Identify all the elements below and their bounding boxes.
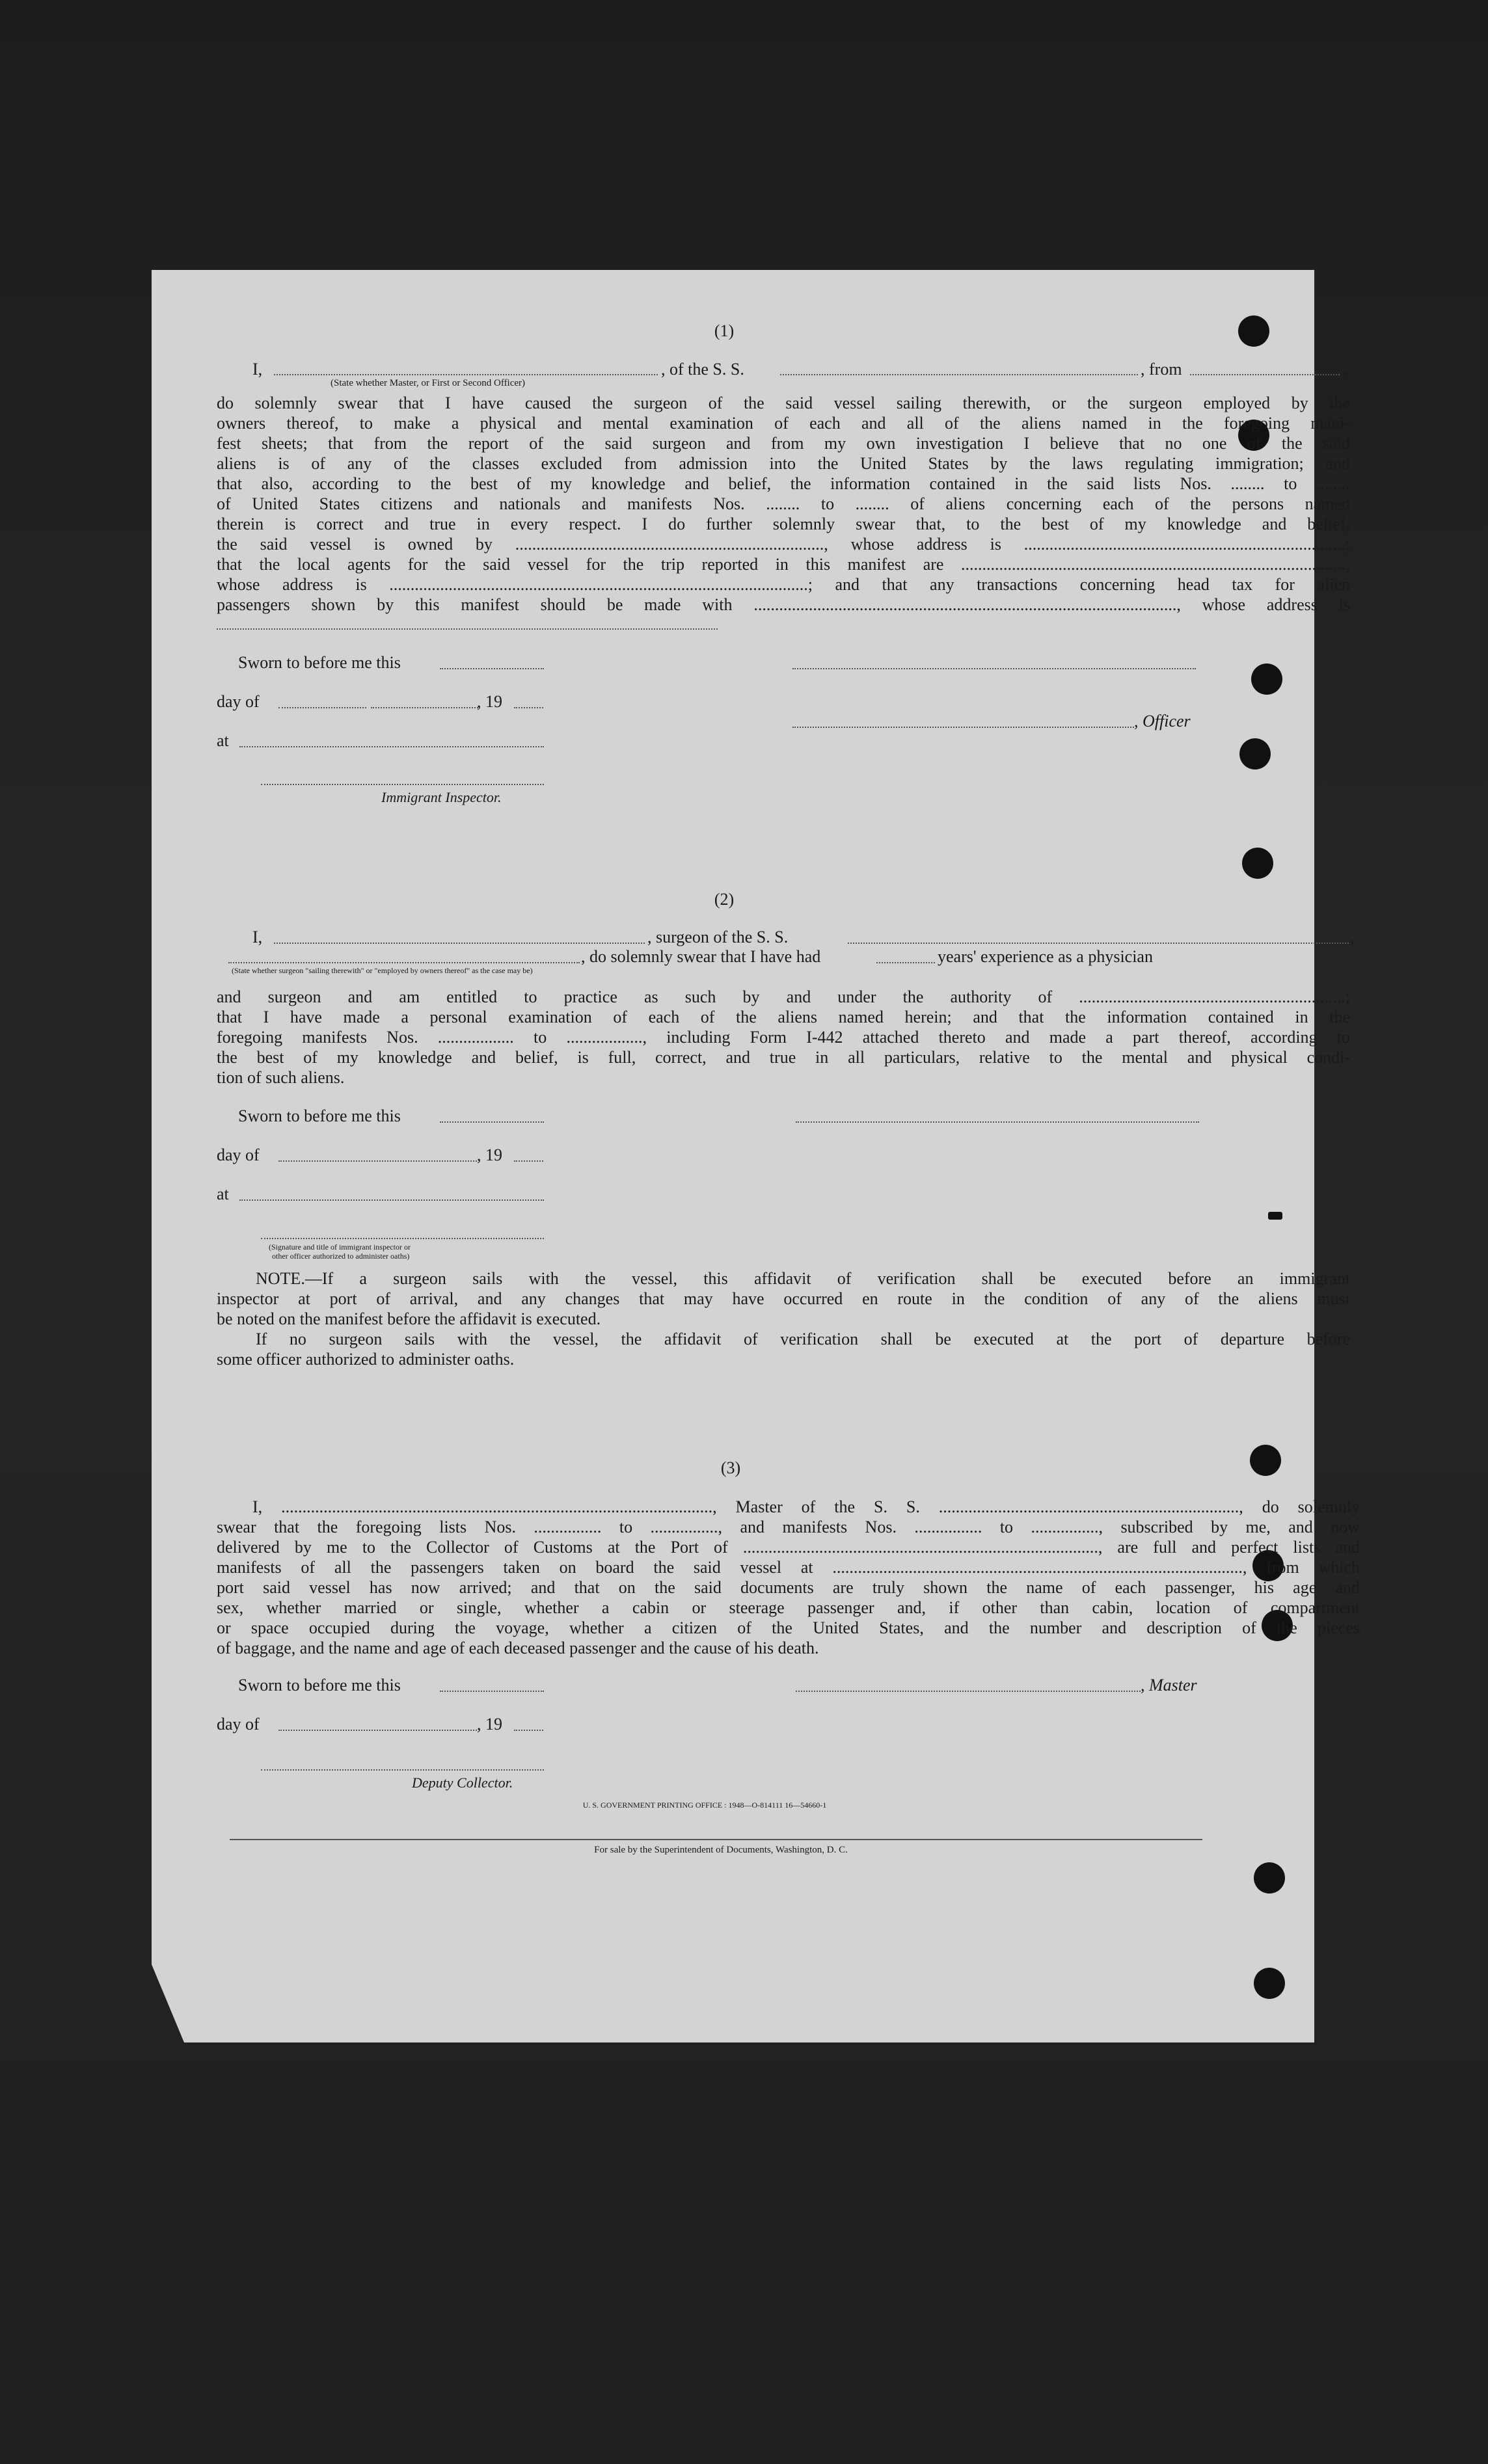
binder-hole: [1254, 1968, 1285, 1999]
day-of-label: day of: [217, 1145, 260, 1164]
note-line: inspector at port of arrival, and any changes that may have occurred en route in the condition of any of the aliens must: [217, 1289, 1350, 1308]
sworn-date-field[interactable]: [440, 668, 544, 669]
line-end-comma: ,: [1342, 360, 1347, 379]
year-label: , 19: [477, 1145, 502, 1164]
oath-line: I, ......................................................................................................, Master of the S. S. ......................................................................., do solemnly: [252, 1497, 1360, 1516]
at-place-field[interactable]: [239, 1199, 544, 1201]
section2-number: (2): [714, 890, 735, 909]
signature-hint-line2: other officer authorized to administer oaths): [272, 1252, 410, 1261]
officer-title-field[interactable]: [792, 727, 1134, 728]
at-label: at: [217, 731, 229, 750]
month-field[interactable]: [371, 707, 478, 708]
oath-line: port said vessel has now arrived; and that on the said documents are truly shown the name of each passenger, his age and: [217, 1578, 1360, 1597]
inspector-signature-field[interactable]: [261, 784, 544, 785]
binder-hole: [1242, 848, 1273, 879]
section3-number: (3): [720, 1458, 741, 1477]
day-of-label: day of: [217, 1715, 260, 1734]
surgeon-ship-field[interactable]: [848, 943, 1349, 944]
deputy-collector-label: Deputy Collector.: [412, 1774, 513, 1791]
sworn-date-field[interactable]: [440, 1691, 544, 1692]
oath-line: aliens is of any of the classes excluded from admission into the United States by the laws regulating immigration; and: [217, 454, 1350, 473]
master-label: , Master: [1141, 1676, 1197, 1694]
oath-line: that I have made a personal examination of each of the aliens named herein; and that the information contained in the: [217, 1008, 1350, 1026]
section2-i-label: I,: [252, 928, 263, 946]
surgeon-status-field[interactable]: [228, 962, 580, 963]
binder-hole: [1250, 1445, 1281, 1476]
years-experience-label: years' experience as a physician: [938, 947, 1153, 966]
page-corner-fold: [152, 1964, 184, 2042]
surgeon-signature-field[interactable]: [796, 1121, 1199, 1123]
note-line: some officer authorized to administer oaths.: [217, 1350, 515, 1369]
oath-line: that also, according to the best of my knowledge and belief, the information contained in the said lists Nos. ........ to ........: [217, 474, 1350, 493]
day-field[interactable]: [278, 707, 366, 708]
surgeon-of-ss-label: , surgeon of the S. S.: [647, 928, 789, 946]
section1-oath-text: [217, 393, 1350, 615]
oath-line: fest sheets; that from the report of the said surgeon and from my own investigation I believe that no one of the said: [217, 434, 1350, 453]
agent-address-field[interactable]: [217, 628, 718, 630]
oath-line: delivered by me to the Collector of Customs at the Port of ...................................................................................., are full and perfect lists and: [217, 1538, 1360, 1557]
year-label: , 19: [477, 692, 502, 711]
oath-line: therein is correct and true in every respect. I do further solemnly swear that, to the best of my knowledge and belief,: [217, 515, 1350, 533]
oath-line: and surgeon and am entitled to practice as such by and under the authority of ...............................................................;: [217, 987, 1350, 1006]
note-line: be noted on the manifest before the affidavit is executed.: [217, 1309, 601, 1328]
immigrant-inspector-label: Immigrant Inspector.: [381, 789, 502, 805]
scan-lower-margin: [0, 2062, 1488, 2464]
sworn-date-field[interactable]: [440, 1121, 544, 1123]
section1-i-label: I,: [252, 360, 263, 379]
oath-line: swear that the foregoing lists Nos. ................ to ................, and manifests Nos. ................ to ................, subscribed by me, and now: [217, 1518, 1360, 1536]
oath-line: of baggage, and the name and age of each deceased passenger and the cause of his death.: [217, 1639, 819, 1657]
oath-line: sex, whether married or single, whether a cabin or steerage passenger and, if other than cabin, location of compartment: [217, 1598, 1360, 1617]
oath-line: that the local agents for the said vessel for the trip reported in this manifest are ...........................................................................................,: [217, 555, 1350, 574]
footer-rule: [230, 1839, 1202, 1840]
at-label: at: [217, 1185, 229, 1203]
day-of-label: day of: [217, 692, 260, 711]
binder-hole: [1254, 1862, 1285, 1894]
document-page: [152, 270, 1360, 2042]
ship-name-field[interactable]: [780, 374, 1138, 375]
oath-line: passengers shown by this manifest should be made with ...................................................................................................., whose address is: [217, 595, 1350, 614]
officer-signature-field[interactable]: [792, 668, 1196, 669]
day-month-field[interactable]: [278, 1730, 477, 1731]
sworn-label: Sworn to before me this: [238, 1106, 401, 1125]
oath-line: the said vessel is owned by ........................................................................., whose address is ............................................................................;: [217, 535, 1350, 554]
do-solemnly-swear-label: , do solemnly swear that I have had: [581, 947, 821, 966]
officer-name-field[interactable]: [274, 374, 658, 375]
binder-hole: [1239, 738, 1271, 770]
oath-line: of United States citizens and nationals and manifests Nos. ........ to ........ of aliens concerning each of the persons named: [217, 494, 1350, 513]
sale-notice: For sale by the Superintendent of Documents, Washington, D. C.: [594, 1845, 848, 1855]
section2-oath-text: [217, 987, 1350, 1088]
sworn-label: Sworn to before me this: [238, 653, 401, 672]
edge-mark: [1268, 1212, 1282, 1220]
printing-office-imprint: U. S. GOVERNMENT PRINTING OFFICE : 1948—O-814111 16—54660-1: [582, 1801, 827, 1810]
surgeon-name-field[interactable]: [274, 943, 645, 944]
from-port-field[interactable]: [1190, 374, 1340, 375]
oath-line: whose address is ...................................................................................................; and that any transactions concerning head tax for alien: [217, 575, 1350, 594]
officer-label: , Officer: [1134, 712, 1191, 730]
oath-line: do solemnly swear that I have caused the surgeon of the said vessel sailing therewith, or the surgeon employed by the: [217, 394, 1350, 412]
oath-line: the best of my knowledge and belief, is full, correct, and true in all particulars, relative to the mental and physical condi-: [217, 1048, 1350, 1067]
signature-hint-line1: (Signature and title of immigrant inspector or: [269, 1242, 411, 1252]
oath-line: tion of such aliens.: [217, 1068, 345, 1087]
oath-line: owners thereof, to make a physical and mental examination of each and all of the aliens named in the foregoing mani-: [217, 414, 1350, 433]
from-label: , from: [1141, 360, 1182, 379]
years-experience-field[interactable]: [876, 962, 935, 963]
year-label: , 19: [477, 1715, 502, 1734]
of-ss-label: , of the S. S.: [661, 360, 744, 379]
at-place-field[interactable]: [239, 746, 544, 747]
surgeon-note: [217, 1268, 1350, 1369]
year-field[interactable]: [514, 707, 543, 708]
note-line: If no surgeon sails with the vessel, the affidavit of verification shall be executed at the port of departure before: [256, 1330, 1350, 1348]
sworn-label: Sworn to before me this: [238, 1676, 401, 1694]
section3-oath-text: [217, 1497, 1360, 1658]
officer-rank-hint: (State whether Master, or First or Second Officer): [331, 378, 526, 388]
collector-signature-field[interactable]: [261, 1769, 544, 1771]
day-month-field[interactable]: [278, 1160, 477, 1162]
section1-number: (1): [714, 321, 735, 340]
oath-line: manifests of all the passengers taken on board the said vessel at ................................................................................................., from which: [217, 1558, 1360, 1577]
inspector-signature-field[interactable]: [261, 1238, 544, 1239]
oath-line: or space occupied during the voyage, whether a citizen of the United States, and the number and description of the pieces: [217, 1618, 1360, 1637]
note-line: NOTE.—If a surgeon sails with the vessel, this affidavit of verification shall be executed before an immigrant: [256, 1269, 1350, 1288]
year-field[interactable]: [514, 1730, 543, 1731]
binder-hole: [1251, 663, 1282, 695]
year-field[interactable]: [514, 1160, 543, 1162]
master-signature-field[interactable]: [796, 1691, 1141, 1692]
line-end-comma: ,: [1350, 928, 1355, 946]
binder-hole: [1238, 315, 1269, 347]
surgeon-status-hint: (State whether surgeon "sailing therewith" or "employed by owners thereof" as the case may be): [232, 966, 533, 975]
oath-line: foregoing manifests Nos. .................. to .................., including Form I-442 attached thereto and made a part thereof, according to: [217, 1028, 1350, 1047]
